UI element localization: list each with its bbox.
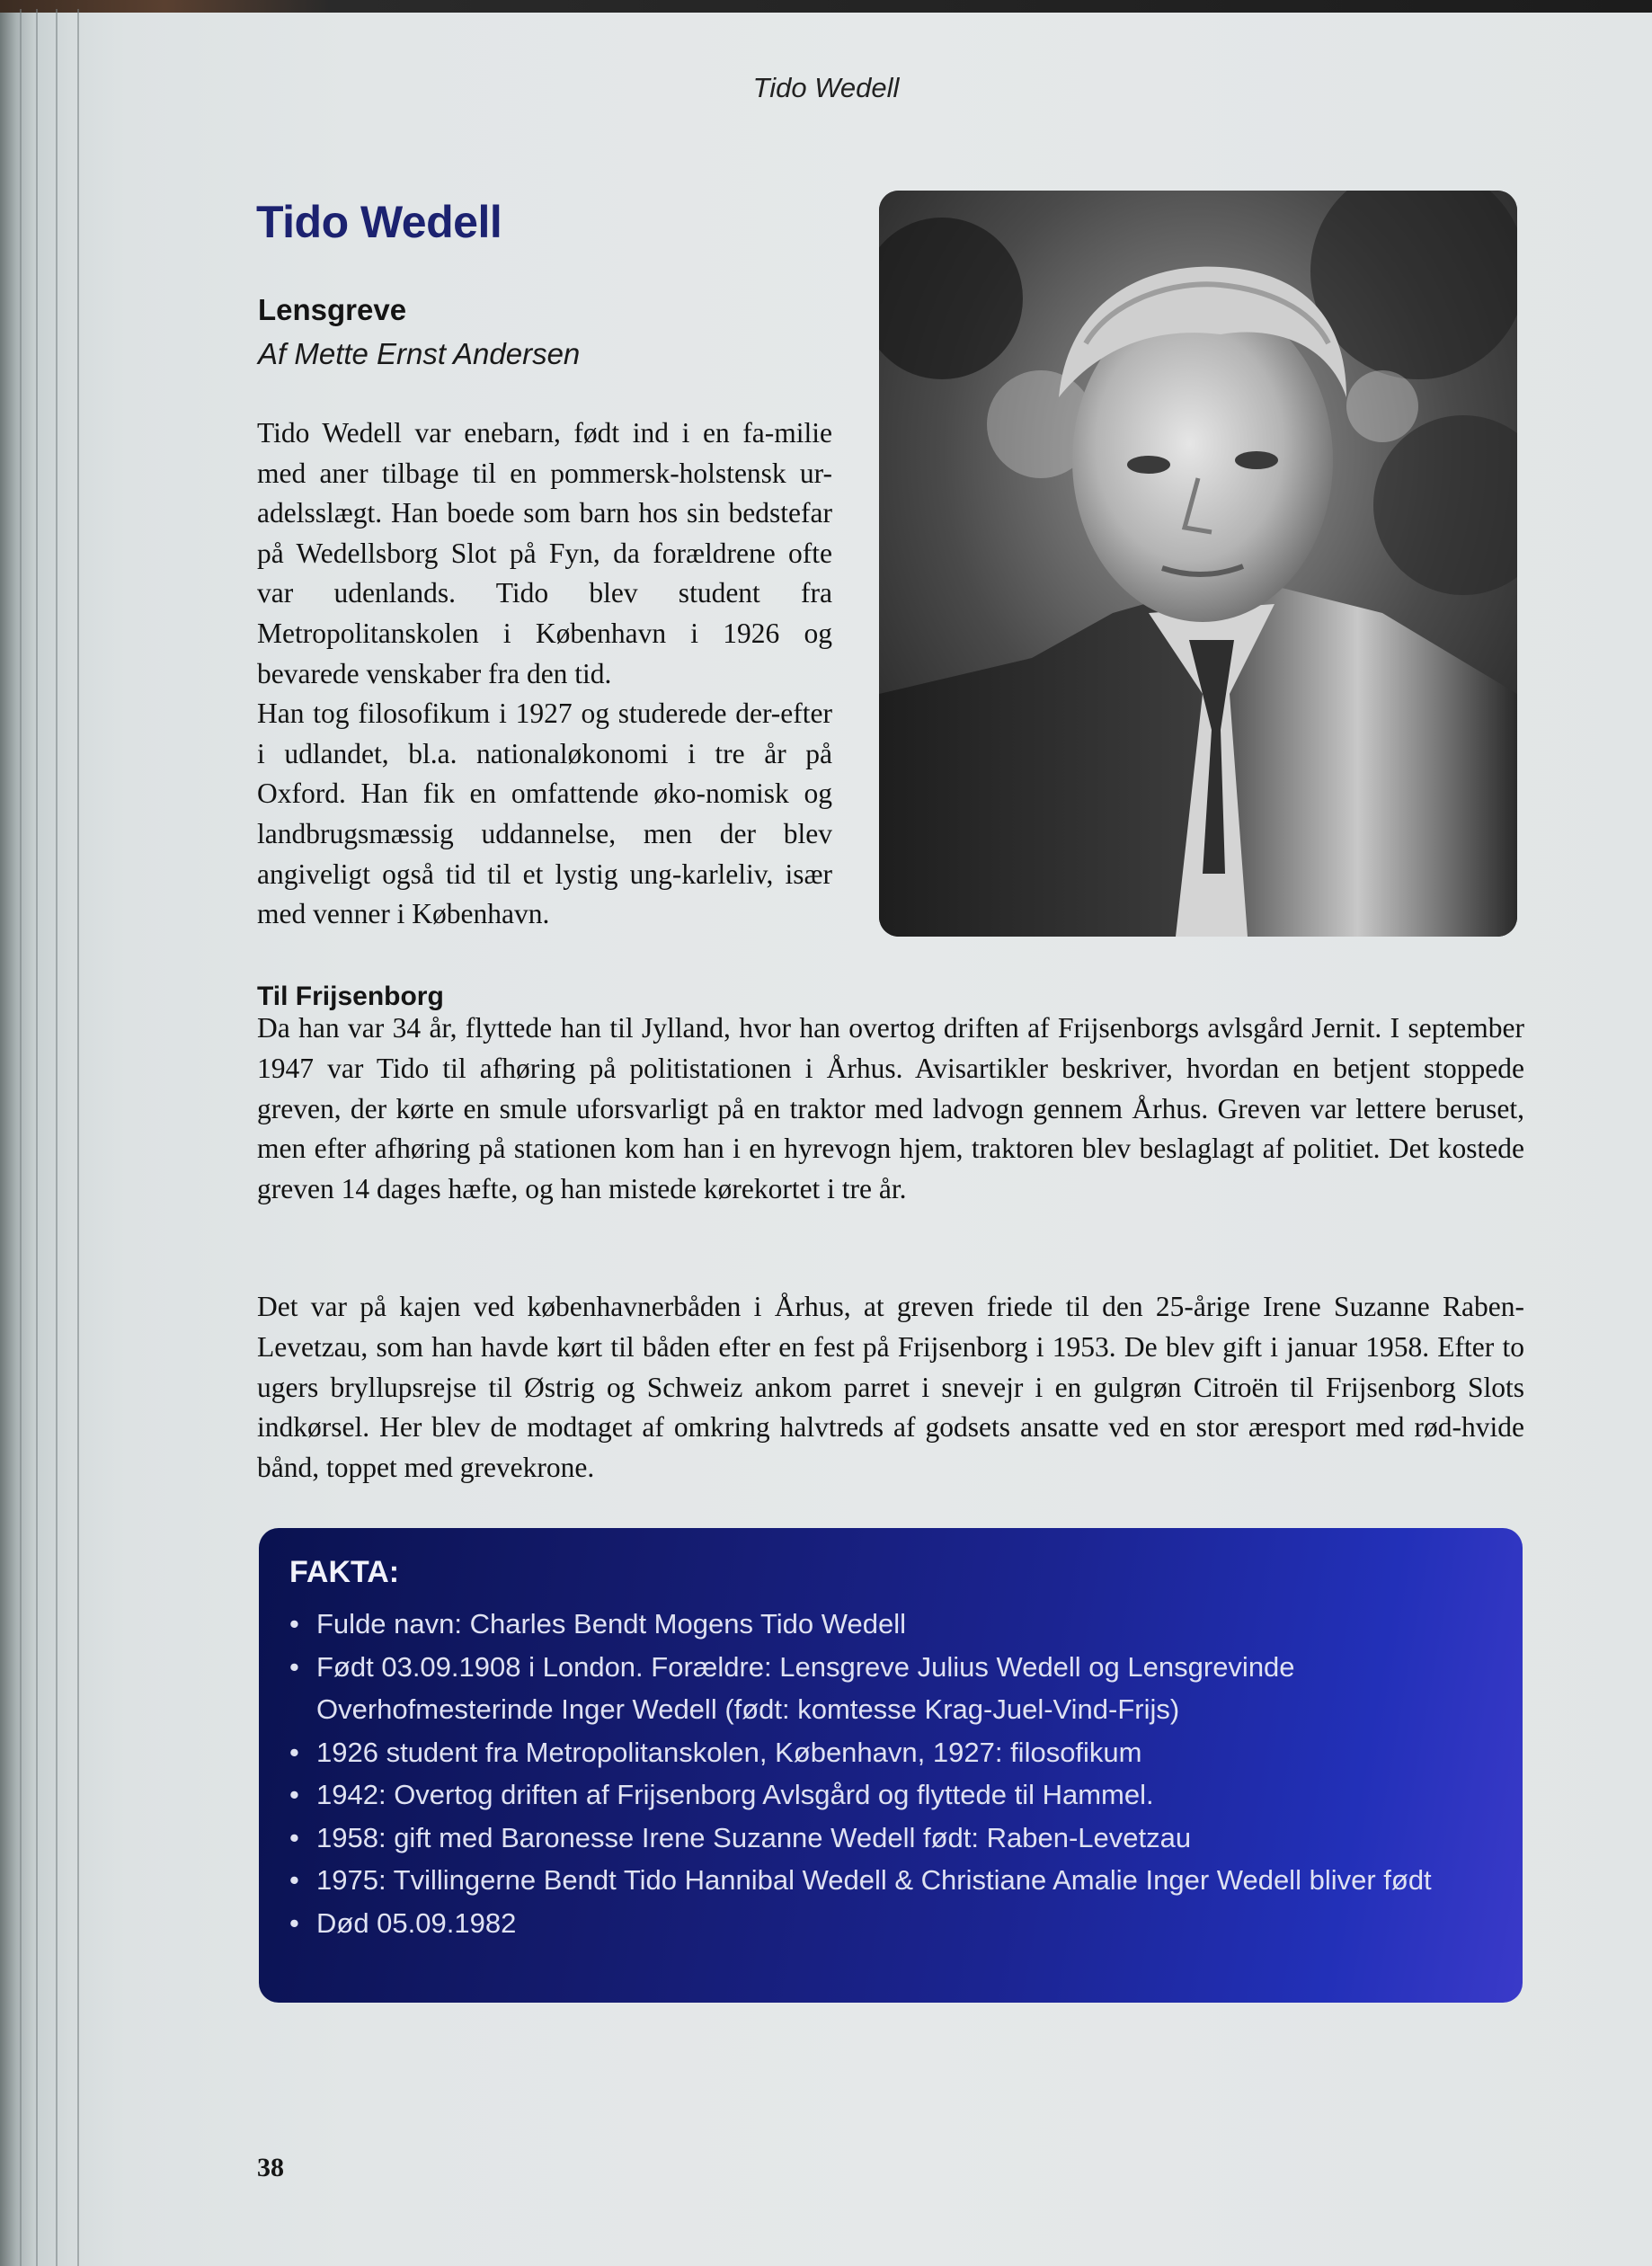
fakta-item: • 1958: gift med Baronesse Irene Suzanne Wedell født: Raben-Levetzau xyxy=(289,1817,1492,1860)
portrait-image xyxy=(879,191,1517,937)
article-title: Tido Wedell xyxy=(256,197,502,247)
fakta-list xyxy=(289,1603,1492,1944)
page-edge-line xyxy=(77,9,79,2266)
fakta-item: • Død 05.09.1982 xyxy=(289,1902,1492,1945)
fakta-item: • 1975: Tvillingerne Bendt Tido Hannibal Wedell & Christiane Amalie Inger Wedell bliver født xyxy=(289,1859,1492,1902)
portrait-photo xyxy=(879,191,1517,937)
fakta-item: • 1926 student fra Metropolitanskolen, København, 1927: filosofikum xyxy=(289,1731,1492,1774)
intro-text xyxy=(257,413,832,935)
author-byline: Af Mette Ernst Andersen xyxy=(258,337,581,370)
running-head: Tido Wedell xyxy=(752,72,900,103)
book-top-edge xyxy=(0,0,1652,13)
page-edge-line xyxy=(56,9,58,2266)
fakta-box xyxy=(259,1528,1523,2003)
article-subtitle: Lensgreve xyxy=(258,293,407,326)
fakta-label: FAKTA: xyxy=(289,1555,400,1589)
body-paragraph: Det var på kajen ved københavnerbåden i Århus, at greven friede til den 25-årige Irene Suzanne Raben-Levetzau, som han havde kørt til båden efter en fest på Frijsenborg i 1953. De blev gift i januar 1958. Efter to ugers bryllupsrejse til Østrig og Schweiz ankom parret i snevejr i en gulgrøn Citroën til Frijsenborg Slots indkørsel. Her blev de modtaget af omkring halvtreds af godsets ansatte ved en stor æresport med rød-hvide bånd, toppet med grevekrone. xyxy=(257,1291,1524,1484)
fakta-item: • Født 03.09.1908 i London. Forældre: Lensgreve Julius Wedell og Lensgrevinde Overhofmesterinde Inger Wedell (født: komtesse Krag-Juel-Vind-Frijs) xyxy=(289,1646,1492,1731)
page-edge-line xyxy=(36,9,38,2266)
fakta-item: • 1942: Overtog driften af Frijsenborg Avlsgård og flyttede til Hammel. xyxy=(289,1773,1492,1817)
intro-paragraph: Tido Wedell var enebarn, født ind i en fa-milie med aner tilbage til en pommersk-holstensk ur-adelsslægt. Han boede som barn hos sin bedstefar på Wedellsborg Slot på Fyn, da forældrene ofte var udenlands. Tido blev student fra Metropolitanskolen i København i 1926 og bevarede venskaber fra den tid. xyxy=(257,417,832,689)
intro-paragraph: Han tog filosofikum i 1927 og studerede der-efter i udlandet, bl.a. nationaløkonomi i tre år på Oxford. Han fik en omfattende øko-nomisk og landbrugsmæssig uddannelse, men der blev angiveligt også tid til et lystig ung-karleliv, især med venner i København. xyxy=(257,698,832,930)
body-paragraph: Da han var 34 år, flyttede han til Jylland, hvor han overtog driften af Frijsenborgs avlsgård Jernit. I september 1947 var Tido til afhøring på politistationen i Århus. Avisartikler beskriver, hvordan en betjent stoppede greven, der kørte en smule uforsvarligt på en traktor med ladvogn gennem Århus. Greven var lettere beruset, men efter afhøring på stationen kom han i en hyrevogn hjem, traktoren blev beslaglagt af politiet. Det kostede greven 14 dages hæfte, og han mistede kørekortet i tre år. xyxy=(257,1012,1524,1205)
page-number: 38 xyxy=(257,2153,284,2182)
page-edge-line xyxy=(20,9,22,2266)
fakta-item: • Fulde navn: Charles Bendt Mogens Tido Wedell xyxy=(289,1603,1492,1646)
section-heading: Til Frijsenborg xyxy=(257,982,444,1011)
